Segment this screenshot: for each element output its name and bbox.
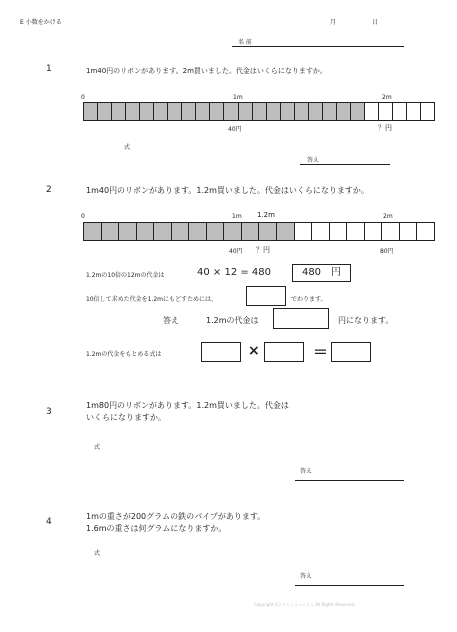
problem-2-answer-after: 円になります。 (338, 316, 394, 325)
step1-text: 1.2mの10倍の12mの代金は (86, 272, 165, 279)
day-label: 日 (372, 19, 379, 26)
tape-cell (309, 103, 323, 120)
problem-3-answer-label: 答え (300, 468, 313, 475)
tape-cell (295, 223, 313, 240)
tape-cell (126, 103, 140, 120)
problem-1-shiki-label: 式 (124, 144, 131, 151)
tape-cell (393, 103, 407, 120)
tape-cell (312, 223, 330, 240)
problem-4-text-line2: 1.6mの重さは何グラムになりますか。 (86, 524, 227, 533)
tape-cell (140, 103, 154, 120)
problem-3-shiki-label: 式 (94, 444, 101, 451)
tape-cell (102, 223, 120, 240)
formula-box-1[interactable] (201, 342, 241, 362)
problem-2-answer-text: 1.2mの代金は (206, 316, 259, 325)
tape-1-price-two: ？円 (378, 124, 392, 132)
name-label: 名 前 (238, 39, 252, 46)
tape-cell (253, 103, 267, 120)
tape-cell (379, 103, 393, 120)
tape-2-two: 2m (383, 213, 393, 220)
problem-1-answer-label: 答え (307, 157, 320, 164)
problem-2-answer-box[interactable] (273, 308, 329, 329)
problem-4-text-line1: 1mの重さが200グラムの鉄のパイプがあります。 (86, 512, 266, 521)
tape-cell (224, 223, 242, 240)
problem-2-answer-label: 答え (163, 316, 179, 325)
tape-cell (277, 223, 295, 240)
tape-cell (400, 223, 418, 240)
step2-divisor-box[interactable] (246, 286, 286, 306)
tape-cell (196, 103, 210, 120)
problem-3-text-line2: いくらになりますか。 (86, 413, 166, 422)
problem-3-answer-line[interactable] (295, 480, 404, 481)
name-line[interactable] (232, 46, 404, 47)
tape-cell (98, 103, 112, 120)
tape-cell (239, 103, 253, 120)
tape-2-zero: 0 (81, 213, 85, 220)
copyright-footer: Copyright (C) てらしょっくりん All Rights Reserved. (254, 602, 356, 607)
tape-cell (330, 223, 348, 240)
tape-cell (172, 223, 190, 240)
problem-3-number: 3 (46, 407, 52, 417)
tape-cell (347, 223, 365, 240)
tape-cell (295, 103, 309, 120)
problem-4-number: 4 (46, 517, 52, 527)
tape-cell (365, 103, 379, 120)
equals-sign: ＝ (313, 343, 329, 361)
tape-cell (84, 103, 98, 120)
tape-cell (84, 223, 102, 240)
tape-2-price-q: ？円 (256, 246, 270, 254)
tape-cell (137, 223, 155, 240)
tape-cell (154, 223, 172, 240)
step2-text: 10倍して求めた代金を1.2mにもどすためには、 (86, 296, 218, 303)
tape-cell (323, 103, 337, 120)
tape-cell (259, 223, 277, 240)
tape-cell (382, 223, 400, 240)
problem-2-text: 1m40円のリボンがあります。1.2m買いました。代金はいくらになりますか。 (86, 186, 369, 195)
worksheet-title: E 小数をかける (20, 19, 62, 26)
tape-1-price-one: 40円 (228, 126, 242, 133)
problem-1-text: 1m40円のリボンがあります。2m買いました。代金はいくらになりますか。 (86, 67, 327, 75)
tape-cell (267, 103, 281, 120)
tape-2-price-two: 80円 (380, 248, 394, 255)
tape-cell (365, 223, 383, 240)
tape-1-two: 2m (382, 94, 392, 101)
problem-4-shiki-label: 式 (94, 550, 101, 557)
formula-box-3[interactable] (331, 342, 371, 362)
step1-answer-box: 480 円 (292, 264, 351, 282)
tape-cell (421, 103, 434, 120)
tape-cell (154, 103, 168, 120)
tape-cell (281, 103, 295, 120)
tape-cell (224, 103, 238, 120)
times-sign: × (248, 343, 260, 359)
problem-2-number: 2 (46, 185, 52, 195)
problem-4-answer-label: 答え (300, 573, 313, 580)
tape-cell (407, 103, 421, 120)
problem-1-answer-line[interactable] (300, 164, 390, 165)
tape-2-price-one: 40円 (229, 248, 243, 255)
tape-diagram-2 (83, 222, 435, 241)
tape-diagram-1 (83, 102, 435, 121)
tape-2-one-two: 1.2m (257, 211, 275, 219)
tape-cell (351, 103, 365, 120)
step1-expression: 40 × 12 = 480 (197, 267, 272, 278)
tape-cell (337, 103, 351, 120)
problem-1-number: 1 (46, 64, 52, 74)
problem-4-answer-line[interactable] (295, 585, 404, 586)
tape-cell (168, 103, 182, 120)
tape-cell (242, 223, 260, 240)
tape-2-one: 1m (232, 213, 242, 220)
formula-text: 1.2mの代金をもとめる式は (86, 351, 162, 358)
problem-3-text-line1: 1m80円のリボンがあります。1.2m買いました。代金は (86, 401, 289, 410)
tape-1-one: 1m (233, 94, 243, 101)
tape-cell (417, 223, 434, 240)
tape-cell (207, 223, 225, 240)
tape-cell (210, 103, 224, 120)
tape-cell (112, 103, 126, 120)
tape-cell (189, 223, 207, 240)
step2-after-text: でわります。 (291, 296, 327, 303)
tape-cell (182, 103, 196, 120)
month-label: 月 (330, 19, 337, 26)
tape-cell (119, 223, 137, 240)
formula-box-2[interactable] (264, 342, 304, 362)
tape-1-zero: 0 (81, 94, 85, 101)
